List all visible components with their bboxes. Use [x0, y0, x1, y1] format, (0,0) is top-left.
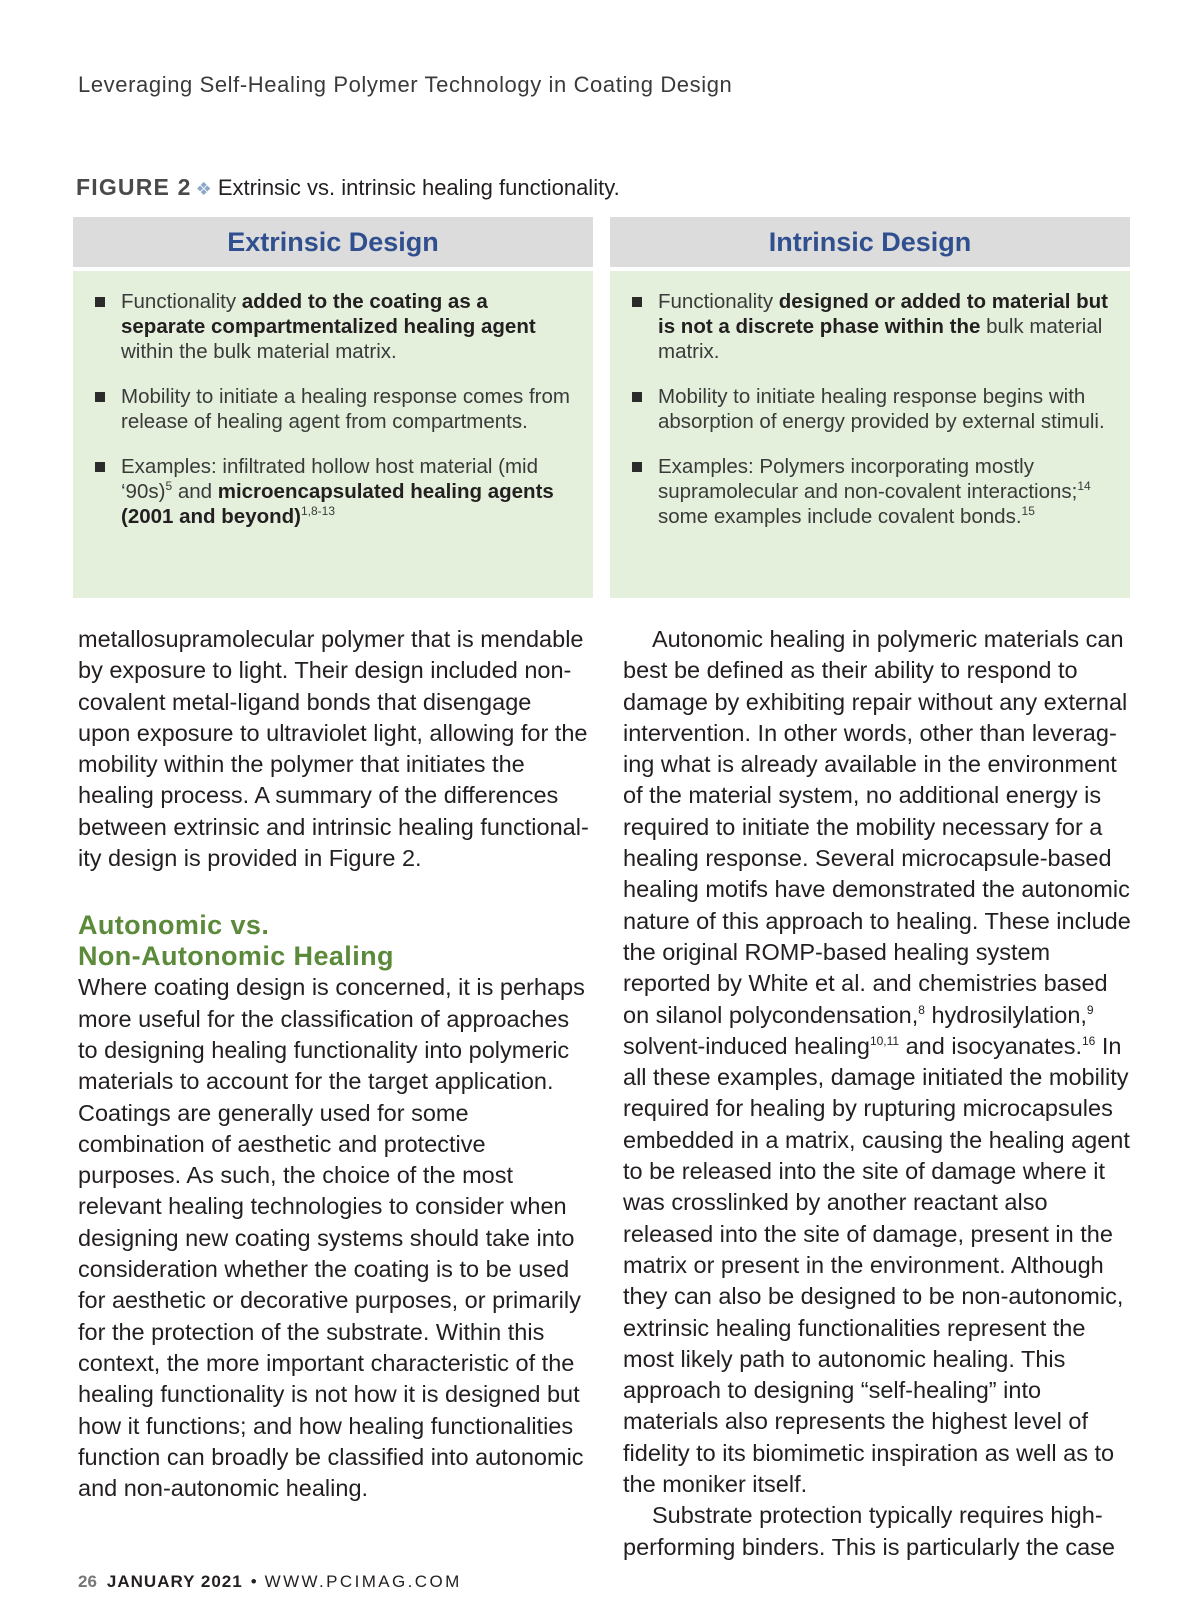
square-bullet-icon	[95, 462, 105, 472]
square-bullet-icon	[632, 392, 642, 402]
square-bullet-icon	[632, 462, 642, 472]
right-column	[623, 624, 1135, 1563]
square-bullet-icon	[632, 297, 642, 307]
website-link[interactable]: WWW.PCIMAG.COM	[264, 1572, 462, 1591]
figure-label: FIGURE 2	[76, 174, 192, 200]
list-item: Functionality designed or added to material but is not a discrete phase within the bulk material matrix.	[628, 289, 1112, 364]
intrinsic-body	[610, 271, 1130, 598]
body-paragraph: Where coating design is concerned, it is perhaps more useful for the classification of approaches to designing healing functionality into polymeric materials to account for the target application. Coatings are generally used for some combination of aesthetic and protective purposes. As such, the choice of the most relevant healing technologies to consider when designing new coating systems should take into consideration whether the coating is to be used for aesthetic or decorative purposes, or primarily for the protection of the substrate. Within this context, the more important characteristic of the healing functionality is not how it is designed but how it functions; and how healing functionalities function can broadly be classified into autonomic and non-autonomic healing.	[78, 974, 585, 1502]
footer-separator: •	[250, 1572, 257, 1591]
issue-date: JANUARY 2021	[106, 1572, 243, 1591]
body-paragraph: Substrate protection typically requires high-performing binders. This is particularly the case	[623, 1502, 1115, 1560]
square-bullet-icon	[95, 297, 105, 307]
extrinsic-body	[73, 271, 593, 598]
intrinsic-title: Intrinsic Design	[610, 217, 1130, 267]
body-paragraph: Autonomic healing in polymeric materials can best be defined as their ability to respond to damage by exhibiting repair without any external intervention. In other words, other than leveraging what is already available in the environment of the material system, no additional energy is required to initiate the mobility necessary for a healing response. Several microcapsule-based healing motifs have demonstrated the autonomic nature of this approach to healing. These include the original ROMP-based healing system reported by White et al. and chemistries based on silanol polycondensation,$^8$ hydrosilylation,$^9$ solvent-induced healing$^{10,11}$ and isocyanates.$^{16}$ In all these examples, damage initiated the mobility required for healing by rupturing microcapsules embedded in a matrix, causing the healing agent to be released into the site of damage where it was crosslinked by another reactant also released into the site of damage, present in the matrix or present in the environment. Although they can also be designed to be non-autonomic, extrinsic healing functionalities represent the most likely path to autonomic healing. This approach to designing “self-healing” into materials also represents the highest level of fidelity to its biomimetic inspiration as well as to the moniker itself.	[623, 626, 1131, 1498]
body-paragraph: metallosupramolecular polymer that is mendable by exposure to light. Their design included non-covalent metal-ligand bonds that disengage upon exposure to ultraviolet light, allowing for the mobility within the polymer that initiates the healing process. A summary of the differences between extrinsic and intrinsic healing functionality design is provided in Figure 2.	[78, 626, 589, 872]
diamond-icon: ❖	[195, 179, 212, 199]
extrinsic-title: Extrinsic Design	[73, 217, 593, 267]
square-bullet-icon	[95, 392, 105, 402]
list-item: Examples: Polymers incorporating mostly supramolecular and non-covalent interactions;$^{14}$ some examples include covalent bonds.$^{15}$	[628, 454, 1112, 529]
section-heading: Autonomic vs. Non-Autonomic Healing	[78, 910, 394, 972]
running-head: Leveraging Self-Healing Polymer Technology in Coating Design	[78, 72, 733, 97]
list-item: Functionality added to the coating as a separate compartmentalized healing agent within the bulk material matrix.	[91, 289, 575, 364]
figure-caption-text: Extrinsic vs. intrinsic healing functionality.	[217, 175, 620, 200]
list-item: Examples: infiltrated hollow host material (mid ‘90s)$^5$ and microencapsulated healing agents (2001 and beyond)$^{1,8-13}$	[91, 454, 575, 529]
page-footer	[78, 1572, 462, 1592]
intrinsic-panel	[610, 217, 1130, 598]
list-item: Mobility to initiate healing response begins with absorption of energy provided by external stimuli.	[628, 384, 1112, 434]
figure-caption	[76, 174, 620, 201]
left-column	[78, 624, 590, 1504]
extrinsic-panel	[73, 217, 593, 598]
list-item: Mobility to initiate a healing response comes from release of healing agent from compartments.	[91, 384, 575, 434]
page-number: 26	[78, 1572, 97, 1591]
